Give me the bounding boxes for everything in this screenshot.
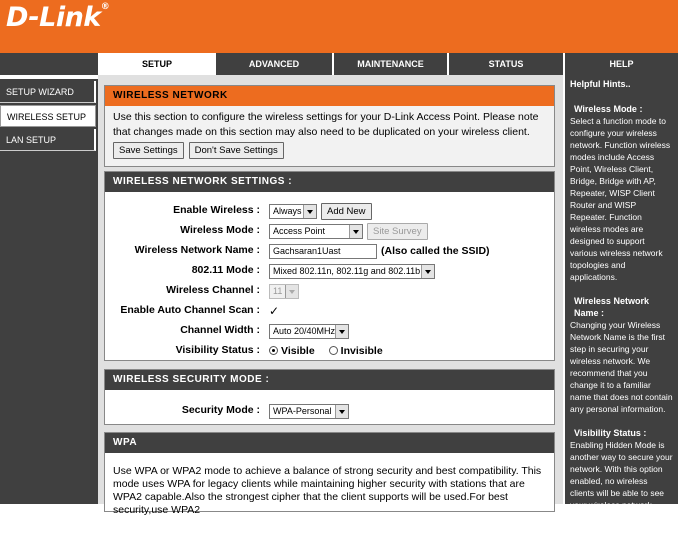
invisible-radio-group[interactable]: Invisible	[329, 345, 393, 357]
phy-mode-select[interactable]: Mixed 802.11n, 802.11g and 802.11b	[269, 264, 435, 279]
field-label: Enable Wireless :	[173, 204, 260, 216]
field-label: Wireless Channel :	[166, 284, 260, 296]
auto-channel-row	[105, 302, 556, 320]
hint-body: Changing your Wireless Network Name is the first step in securing your wireless network. We recommend that you change it to a familiar name that does not contain any personal information.	[570, 320, 673, 414]
wireless-network-settings-box	[104, 171, 555, 361]
sidebar-item-setup-wizard[interactable]: SETUP WIZARD	[0, 81, 96, 103]
save-settings-button[interactable]: Save Settings	[113, 142, 184, 159]
security-mode-select[interactable]: WPA-Personal	[269, 404, 349, 419]
chevron-down-icon	[335, 405, 348, 418]
field-label: Channel Width :	[180, 324, 260, 336]
channel-width-row	[105, 322, 556, 340]
enable-wireless-row	[105, 202, 556, 220]
visibility-row	[105, 342, 556, 360]
visible-radio[interactable]	[269, 346, 278, 355]
phy-mode-row	[105, 262, 556, 280]
ssid-row	[105, 242, 556, 260]
field-label: 802.11 Mode :	[191, 264, 260, 276]
chevron-down-icon	[349, 225, 362, 238]
field-label: Wireless Mode :	[180, 224, 260, 236]
section-title: WPA	[105, 433, 554, 453]
wireless-mode-select[interactable]: Access Point	[269, 224, 363, 239]
sidebar-item-lan-setup[interactable]: LAN SETUP	[0, 129, 96, 151]
ssid-input[interactable]: Gachsaran1Uast	[269, 244, 377, 259]
wireless-channel-row	[105, 282, 556, 300]
hint-body: Select a function mode to configure your wireless network. Function wireless modes include Access Point, Wireless Client, Bridge, Bridge with AP, Repeater, WISP Client Router and WISP Repeater. Function wireless modes are designed to support various wireless network topologies and applications.	[570, 116, 671, 282]
wireless-network-intro-box	[104, 85, 555, 167]
chevron-down-icon	[285, 285, 298, 298]
main-content	[98, 75, 563, 516]
enable-wireless-select[interactable]: Always	[269, 204, 317, 219]
auto-channel-checkbox[interactable]: ✓	[269, 303, 280, 318]
sidebar-item-wireless-setup[interactable]: WIRELESS SETUP	[0, 105, 96, 127]
field-label: Security Mode :	[181, 404, 260, 416]
section-title: WIRELESS SECURITY MODE :	[105, 370, 554, 390]
dont-save-settings-button[interactable]: Don't Save Settings	[189, 142, 284, 159]
tab-maintenance[interactable]: MAINTENANCE	[332, 53, 447, 75]
hint-title: Wireless Mode :	[574, 104, 643, 114]
tab-setup[interactable]: SETUP	[98, 53, 214, 75]
section-title: WIRELESS NETWORK	[105, 86, 554, 106]
chevron-down-icon	[303, 205, 316, 218]
wpa-box	[104, 432, 555, 516]
sidebar	[0, 75, 98, 504]
chevron-down-icon	[335, 325, 348, 338]
field-label: Visibility Status :	[175, 344, 260, 356]
intro-text: Use this section to configure the wireless settings for your D-Link Access Point. Please note that changes made on this section may also need to be duplicated on your wireless client.	[113, 111, 539, 138]
helpful-hints-panel	[563, 75, 678, 534]
add-new-button[interactable]: Add New	[321, 203, 372, 220]
invisible-radio[interactable]	[329, 346, 338, 355]
section-title: WIRELESS NETWORK SETTINGS :	[105, 172, 554, 192]
tab-advanced[interactable]: ADVANCED	[214, 53, 332, 75]
channel-width-select[interactable]: Auto 20/40MHz	[269, 324, 349, 339]
hint-title: Visibility Status :	[574, 428, 647, 438]
header-banner	[0, 0, 678, 53]
chevron-down-icon	[421, 265, 434, 278]
dlink-logo: D-Link®	[6, 2, 110, 33]
field-label: Wireless Network Name :	[134, 244, 260, 256]
tab-help[interactable]: HELP	[563, 53, 678, 75]
tab-status[interactable]: STATUS	[447, 53, 563, 75]
wireless-security-mode-box	[104, 369, 555, 425]
ssid-note: (Also called the SSID)	[381, 245, 490, 257]
visible-radio-group[interactable]: Visible	[269, 345, 325, 357]
field-label: Enable Auto Channel Scan :	[120, 304, 260, 316]
hint-title: Wireless Network Name :	[574, 296, 649, 318]
wireless-channel-select[interactable]: 11	[269, 284, 299, 299]
security-mode-row	[105, 402, 556, 420]
wireless-mode-row	[105, 222, 556, 240]
wpa-description: Use WPA or WPA2 mode to achieve a balance of strong security and best compatibility. This mode uses WPA for legacy clients while maintaining higher security with stations that are WPA2 capable.Also the strongest cipher that the client supports will be used.For best security,use WPA2	[113, 465, 542, 516]
hint-body: Enabling Hidden Mode is another way to secure your network. With this option enabled, no wireless clients will be able to see your wireless network when they perform scan to see what's	[570, 440, 673, 534]
hints-title: Helpful Hints..	[570, 79, 631, 89]
site-survey-button[interactable]: Site Survey	[367, 223, 428, 240]
intro-buttons	[113, 142, 284, 159]
